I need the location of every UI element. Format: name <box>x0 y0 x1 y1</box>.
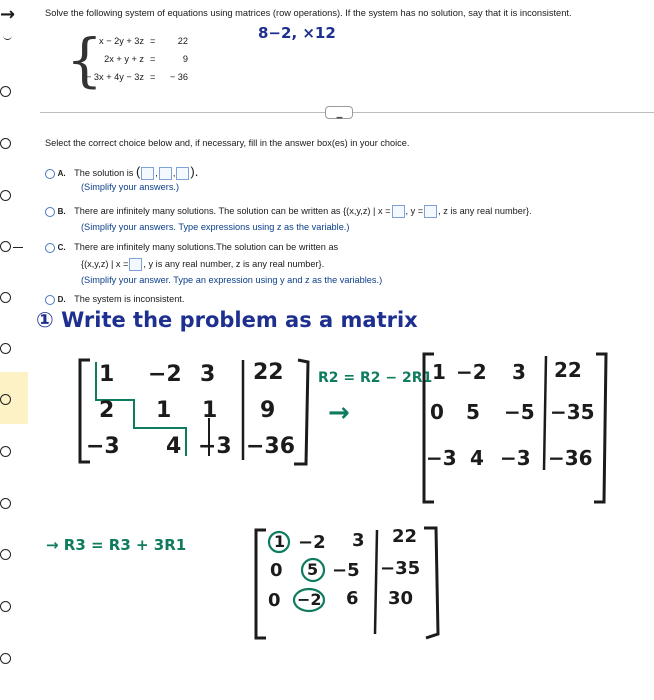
choice-c-set-close: , y is any real number, z is any real number}. <box>143 258 325 269</box>
m1-r1c2: −2 <box>148 362 182 387</box>
m2-r3c1: −3 <box>426 446 457 470</box>
eq1-rhs: 22 <box>177 36 188 46</box>
choice-a-text: The solution is <box>74 168 134 178</box>
choice-a-radio[interactable] <box>45 169 55 179</box>
m2-r2c2: 5 <box>466 400 480 424</box>
transform-arrow-1: → <box>328 398 350 428</box>
choice-b-set-close: , z is any real number}. <box>438 205 532 216</box>
step-circle[interactable] <box>0 86 11 97</box>
m1-r1c4: 22 <box>253 360 284 385</box>
m3-r1c2: −2 <box>298 532 326 553</box>
answer-box-c-x[interactable] <box>129 258 142 271</box>
matrix-3 <box>252 522 448 644</box>
m1-r2c1: 2 <box>99 398 115 423</box>
expand-button[interactable] <box>325 106 353 122</box>
eq3-eq: = <box>150 72 156 82</box>
eq3-lhs: − 3x + 4y − 3z <box>86 72 144 82</box>
choice-c-letter: C. <box>57 243 66 252</box>
m2-r2c1: 0 <box>430 400 444 424</box>
choice-b-letter: B. <box>57 206 66 216</box>
step-circle[interactable] <box>0 394 11 405</box>
equation-system <box>66 26 196 94</box>
choice-d-radio[interactable] <box>45 295 55 305</box>
m3-r2c1: 0 <box>270 560 283 581</box>
choice-c-text: There are infinitely many solutions.The solution can be written as <box>74 242 339 252</box>
m3-r3c2: −2 <box>297 590 322 609</box>
choice-c-set <box>81 258 324 271</box>
m1-r3c1: −3 <box>86 434 120 459</box>
connector-line <box>13 247 23 248</box>
choice-c-radio[interactable] <box>45 243 55 253</box>
choice-a-open: ( <box>135 164 141 179</box>
answer-box-x[interactable] <box>141 167 154 180</box>
m2-r1c2: −2 <box>456 360 487 384</box>
step-circle[interactable] <box>0 446 11 457</box>
m1-r3c3: −3 <box>198 434 232 459</box>
m1-r3c4: −36 <box>246 434 296 459</box>
row-op-2: → R3 = R3 + 3R1 <box>46 536 187 554</box>
step-circle[interactable] <box>0 498 11 509</box>
m2-r2c4: −35 <box>550 400 595 424</box>
answer-box-b-y[interactable] <box>424 205 437 218</box>
choice-d-letter: D. <box>57 295 66 304</box>
matrix-2 <box>418 350 614 508</box>
m2-r2c3: −5 <box>504 400 535 424</box>
left-margin <box>0 0 24 700</box>
m3-r3c3: 6 <box>346 588 359 609</box>
m3-r1c1: 1 <box>274 532 286 551</box>
choice-a-letter: A. <box>57 169 66 178</box>
step-circle[interactable] <box>0 138 11 149</box>
choice-b-radio[interactable] <box>45 207 55 217</box>
system-brace: { <box>66 26 103 94</box>
m2-r1c4: 22 <box>554 358 582 382</box>
m1-r2c4: 9 <box>260 398 276 423</box>
more-dots-icon: ••••• <box>336 116 342 122</box>
choice-b-text: There are infinitely many solutions. The solution can be written as <box>74 205 341 216</box>
answer-box-z[interactable] <box>176 167 189 180</box>
step-circle[interactable] <box>0 190 11 201</box>
choice-c[interactable] <box>45 242 338 253</box>
handwritten-heading: ① Write the problem as a matrix <box>36 308 418 332</box>
handwritten-note: 8−2, ×12 <box>258 24 336 42</box>
m2-r3c3: −3 <box>500 446 531 470</box>
answer-box-y[interactable] <box>159 167 172 180</box>
choice-b-set-open: {(x,y,z) | x = <box>343 205 391 216</box>
sep-2: , <box>172 168 176 178</box>
choice-d-text: The system is inconsistent. <box>74 294 185 304</box>
m1-r1c3: 3 <box>200 362 216 387</box>
choice-b[interactable] <box>45 205 532 218</box>
choice-b-y-label: , y = <box>405 205 424 216</box>
eq3-rhs: − 36 <box>169 72 188 82</box>
m2-r1c3: 3 <box>512 360 526 384</box>
matrix-1 <box>76 356 316 468</box>
step-circle[interactable] <box>0 292 11 303</box>
m3-r2c2: 5 <box>307 560 319 579</box>
m2-r1c1: 1 <box>432 360 446 384</box>
step-circle[interactable] <box>0 549 11 560</box>
row-op-1: R2 = R2 − 2R1 <box>318 370 433 386</box>
return-arrow-icon[interactable]: → <box>0 4 16 25</box>
m2-r3c4: −36 <box>548 446 593 470</box>
choice-c-sub: (Simplify your answer. Type an expression using y and z as the variables.) <box>81 275 383 285</box>
instruction-text: Select the correct choice below and, if necessary, fill in the answer box(es) in your choice. <box>45 138 410 148</box>
m1-r1c1: 1 <box>99 362 115 387</box>
step-circle[interactable] <box>0 601 11 612</box>
m3-r3c4: 30 <box>388 588 414 609</box>
eq1-eq: = <box>150 36 156 46</box>
m3-r2c3: −5 <box>332 560 360 581</box>
chevron-icon <box>3 34 12 40</box>
step-circle[interactable] <box>0 241 11 252</box>
choice-a-sub: (Simplify your answers.) <box>81 182 180 192</box>
sep-1: , <box>155 168 158 178</box>
step-circle[interactable] <box>0 343 11 354</box>
step-circle[interactable] <box>0 653 11 664</box>
m1-r3c2: 4 <box>166 434 182 459</box>
choice-a[interactable] <box>45 164 198 180</box>
m2-r3c2: 4 <box>470 446 484 470</box>
m1-r2c3: 1 <box>202 398 218 423</box>
choice-d[interactable] <box>45 294 184 305</box>
eq2-rhs: 9 <box>182 54 188 64</box>
m1-r2c2: 1 <box>156 398 172 423</box>
question-prompt: Solve the following system of equations using matrices (row operations). If the system has no solution, say that it is inconsistent. <box>45 8 572 18</box>
eq2-lhs: 2x + y + z <box>104 54 144 64</box>
m3-r1c3: 3 <box>352 530 365 551</box>
choice-c-set-open: {(x,y,z) | x = <box>81 258 129 269</box>
eq2-eq: = <box>150 54 156 64</box>
m3-r2c4: −35 <box>380 558 421 579</box>
m3-r1c4: 22 <box>392 526 418 547</box>
choice-b-sub: (Simplify your answers. Type expressions using z as the variable.) <box>81 222 350 232</box>
m3-r3c1: 0 <box>268 590 281 611</box>
eq1-lhs: x − 2y + 3z <box>99 36 144 46</box>
answer-box-b-x[interactable] <box>392 205 405 218</box>
choice-a-close: ). <box>190 164 199 179</box>
